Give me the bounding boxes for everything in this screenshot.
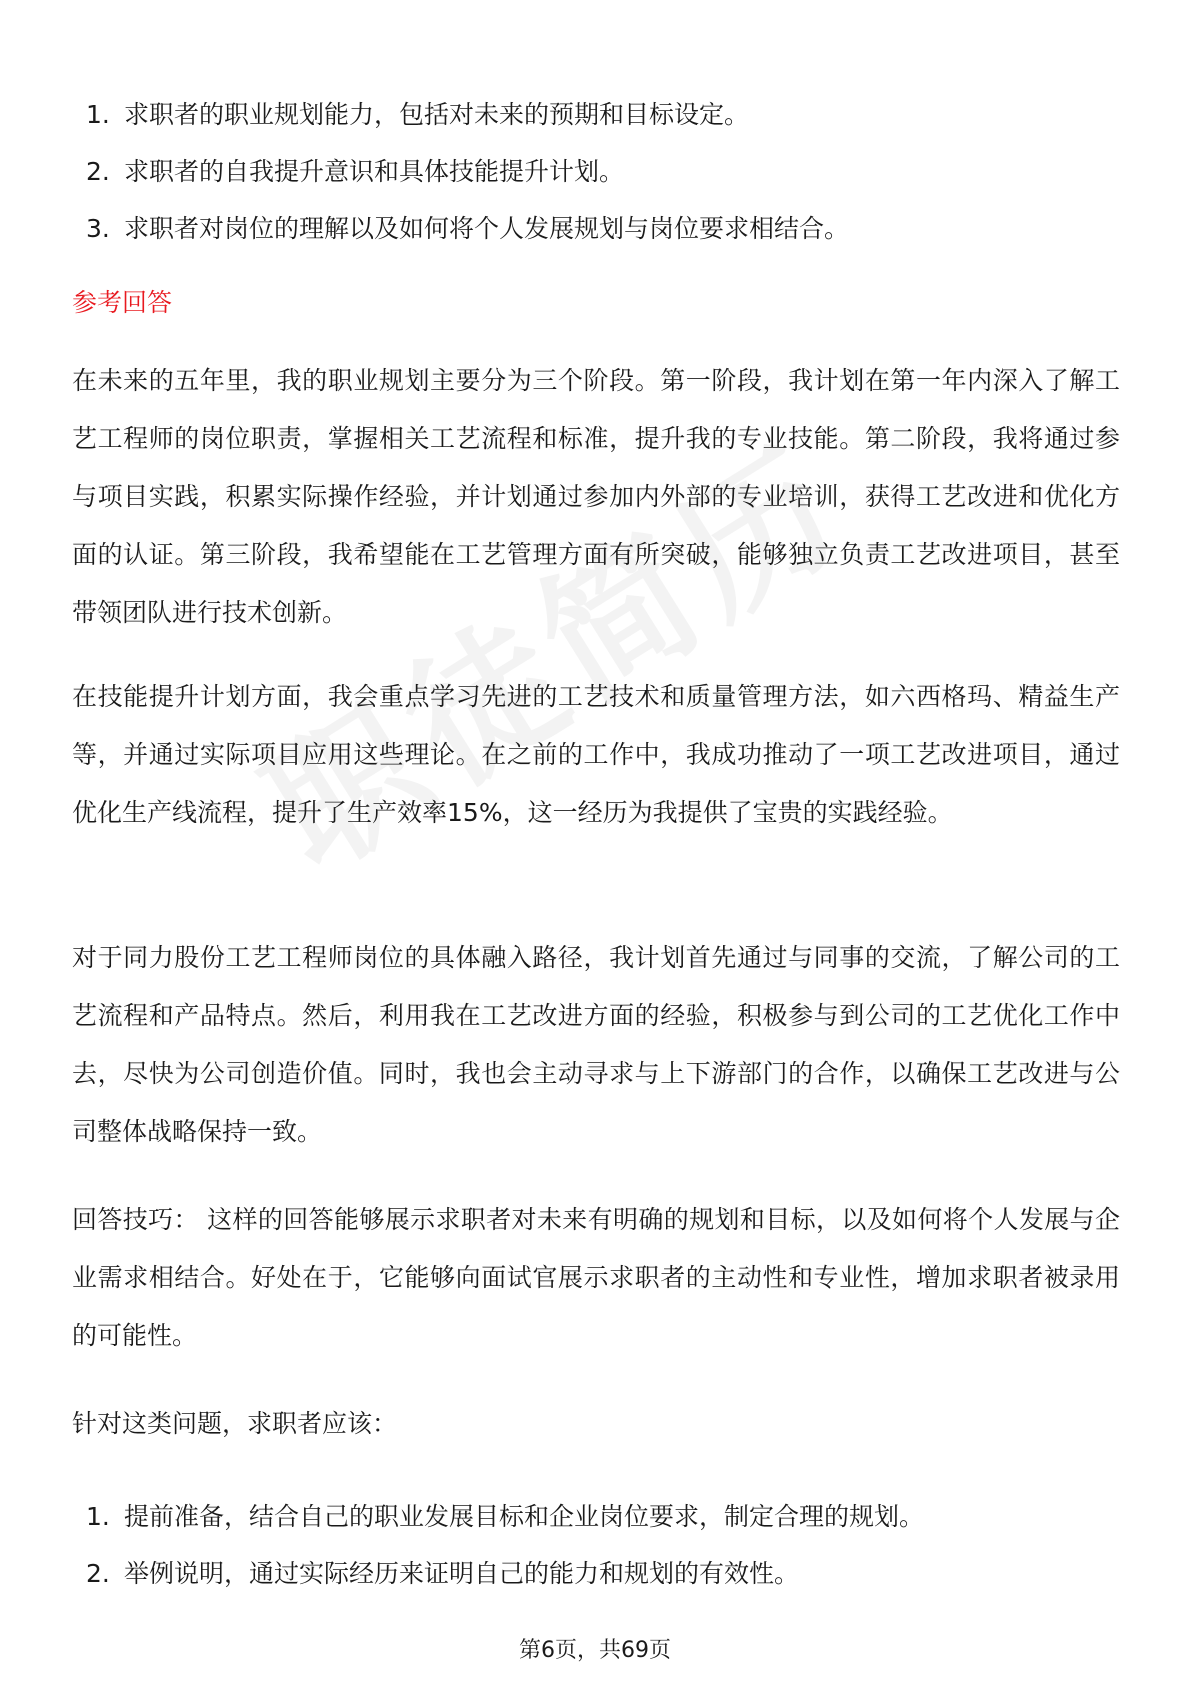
answer-paragraph: 对于同力股份工艺工程师岗位的具体融入路径，我计划首先通过与同事的交流，了解公司的工艺流程和产品特点。然后，利用我在工艺改进方面的经验，积极参与到公司的工艺优化工作中去，尽快为公司创造价值。同时，我也会主动寻求与上下游部门的合作，以确保工艺改进与公司整体战略保持一致。 [72,943,1120,1146]
answer-paragraph: 在未来的五年里，我的职业规划主要分为三个阶段。第一阶段，我计划在第一年内深入了解工艺工程师的岗位职责，掌握相关工艺流程和标准，提升我的专业技能。第二阶段，我将通过参与项目实践，积累实际操作经验，并计划通过参加内外部的专业培训，获得工艺改进和优化方面的认证。第三阶段，我希望能在工艺管理方面有所突破，能够独立负责工艺改进项目，甚至带领团队进行技术创新。 [72,366,1120,627]
list-item-number: 1. [86,1502,110,1531]
list-item [72,86,1122,143]
list-item [72,1545,1122,1602]
section-heading: 参考回答 [72,288,173,317]
list-item [72,1488,1122,1545]
list-item [72,143,1122,200]
tips-paragraph: 回答技巧： 这样的回答能够展示求职者对未来有明确的规划和目标，以及如何将个人发展与企业需求相结合。好处在于，它能够向面试官展示求职者的主动性和专业性，增加求职者被录用的可能性。 [72,1205,1120,1350]
list-item-number: 2. [86,1559,110,1588]
list-item [72,200,1122,257]
answer-paragraph: 在技能提升计划方面，我会重点学习先进的工艺技术和质量管理方法，如六西格玛、精益生产等，并通过实际项目应用这些理论。在之前的工作中，我成功推动了一项工艺改进项目，通过优化生产线流程，提升了生产效率15%，这一经历为我提供了宝贵的实践经验。 [72,682,1120,827]
list-item-text: 举例说明，通过实际经历来证明自己的能力和规划的有效性。 [124,1559,800,1588]
list-item-text: 求职者的职业规划能力，包括对未来的预期和目标设定。 [124,100,750,129]
list-item-text: 求职者对岗位的理解以及如何将个人发展规划与岗位要求相结合。 [124,214,850,243]
advice-list [72,1488,1122,1602]
advice-intro: 针对这类问题，求职者应该： [72,1409,398,1438]
list-item-number: 2. [86,157,110,186]
page-number: 第6页，共69页 [519,1638,671,1663]
list-item-number: 3. [86,214,110,243]
criteria-list [72,86,1122,257]
list-item-number: 1. [86,100,110,129]
list-item-text: 求职者的自我提升意识和具体技能提升计划。 [124,157,625,186]
list-item-text: 提前准备，结合自己的职业发展目标和企业岗位要求，制定合理的规划。 [124,1502,925,1531]
